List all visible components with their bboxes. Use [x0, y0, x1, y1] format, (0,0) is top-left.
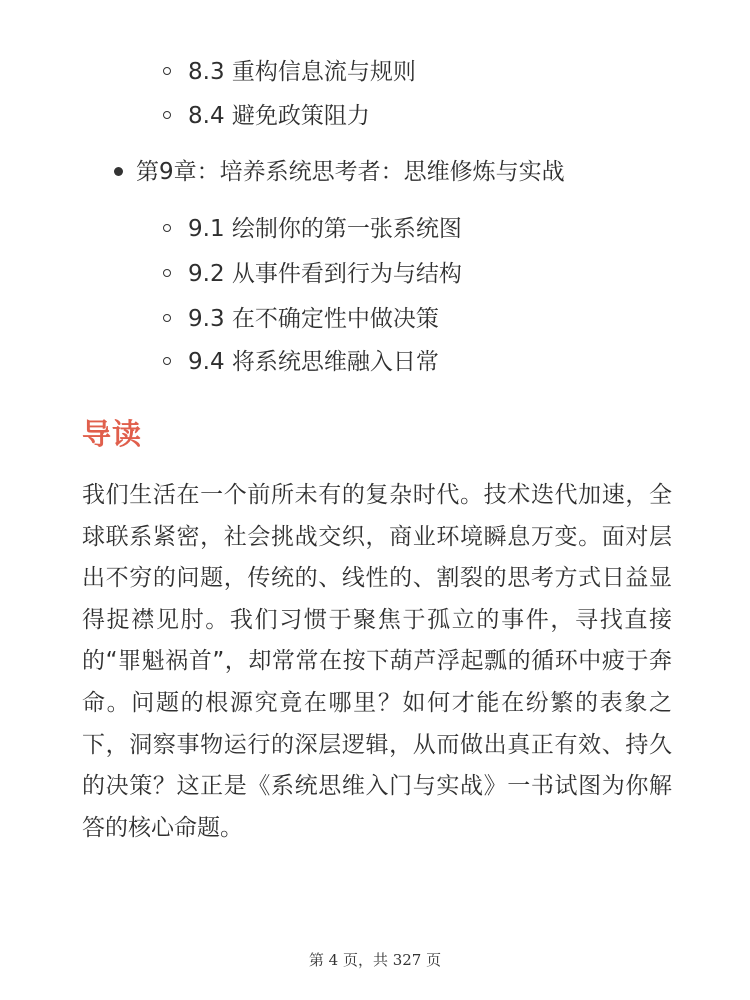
- toc-item-label: 9.1 绘制你的第一张系统图: [188, 216, 462, 242]
- hollow-bullet-icon: [163, 67, 171, 75]
- toc-item-label: 9.4 将系统思维融入日常: [188, 349, 439, 375]
- filled-bullet-icon: [114, 167, 123, 176]
- toc-item-9-1: [188, 214, 462, 244]
- toc-item-9-2: [188, 259, 462, 289]
- toc-chapter-title: 第9章：培养系统思考者：思维修炼与实战: [136, 159, 565, 185]
- toc-chapter-9: [136, 157, 565, 187]
- hollow-bullet-icon: [163, 357, 171, 365]
- toc-item-8-3: [188, 57, 416, 87]
- page-footer: 第 4 页，共 327 页: [308, 951, 442, 969]
- toc-item-8-4: [188, 101, 370, 131]
- hollow-bullet-icon: [163, 269, 171, 277]
- toc-item-label: 8.3 重构信息流与规则: [188, 59, 416, 85]
- hollow-bullet-icon: [163, 224, 171, 232]
- toc-item-label: 8.4 避免政策阻力: [188, 103, 370, 129]
- toc-item-label: 9.3 在不确定性中做决策: [188, 306, 439, 332]
- intro-heading: 导读: [82, 417, 143, 451]
- toc-item-9-4: [188, 347, 439, 377]
- hollow-bullet-icon: [163, 314, 171, 322]
- hollow-bullet-icon: [163, 111, 171, 119]
- intro-paragraph: 我们生活在一个前所未有的复杂时代。技术迭代加速，全球联系紧密，社会挑战交织，商业环境瞬息万变。面对层出不穷的问题，传统的、线性的、割裂的思考方式日益显得捉襟见肘。我们习惯于聚焦于孤立的事件，寻找直接的“罪魁祸首”，却常常在按下葫芦浮起瓢的循环中疲于奔命。问题的根源究竟在哪里？如何才能在纷繁的表象之下，洞察事物运行的深层逻辑，从而做出真正有效、持久的决策？这正是《系统思维入门与实战》一书试图为你解答的核心命题。: [82, 482, 672, 841]
- toc-item-9-3: [188, 304, 439, 334]
- toc-item-label: 9.2 从事件看到行为与结构: [188, 261, 462, 287]
